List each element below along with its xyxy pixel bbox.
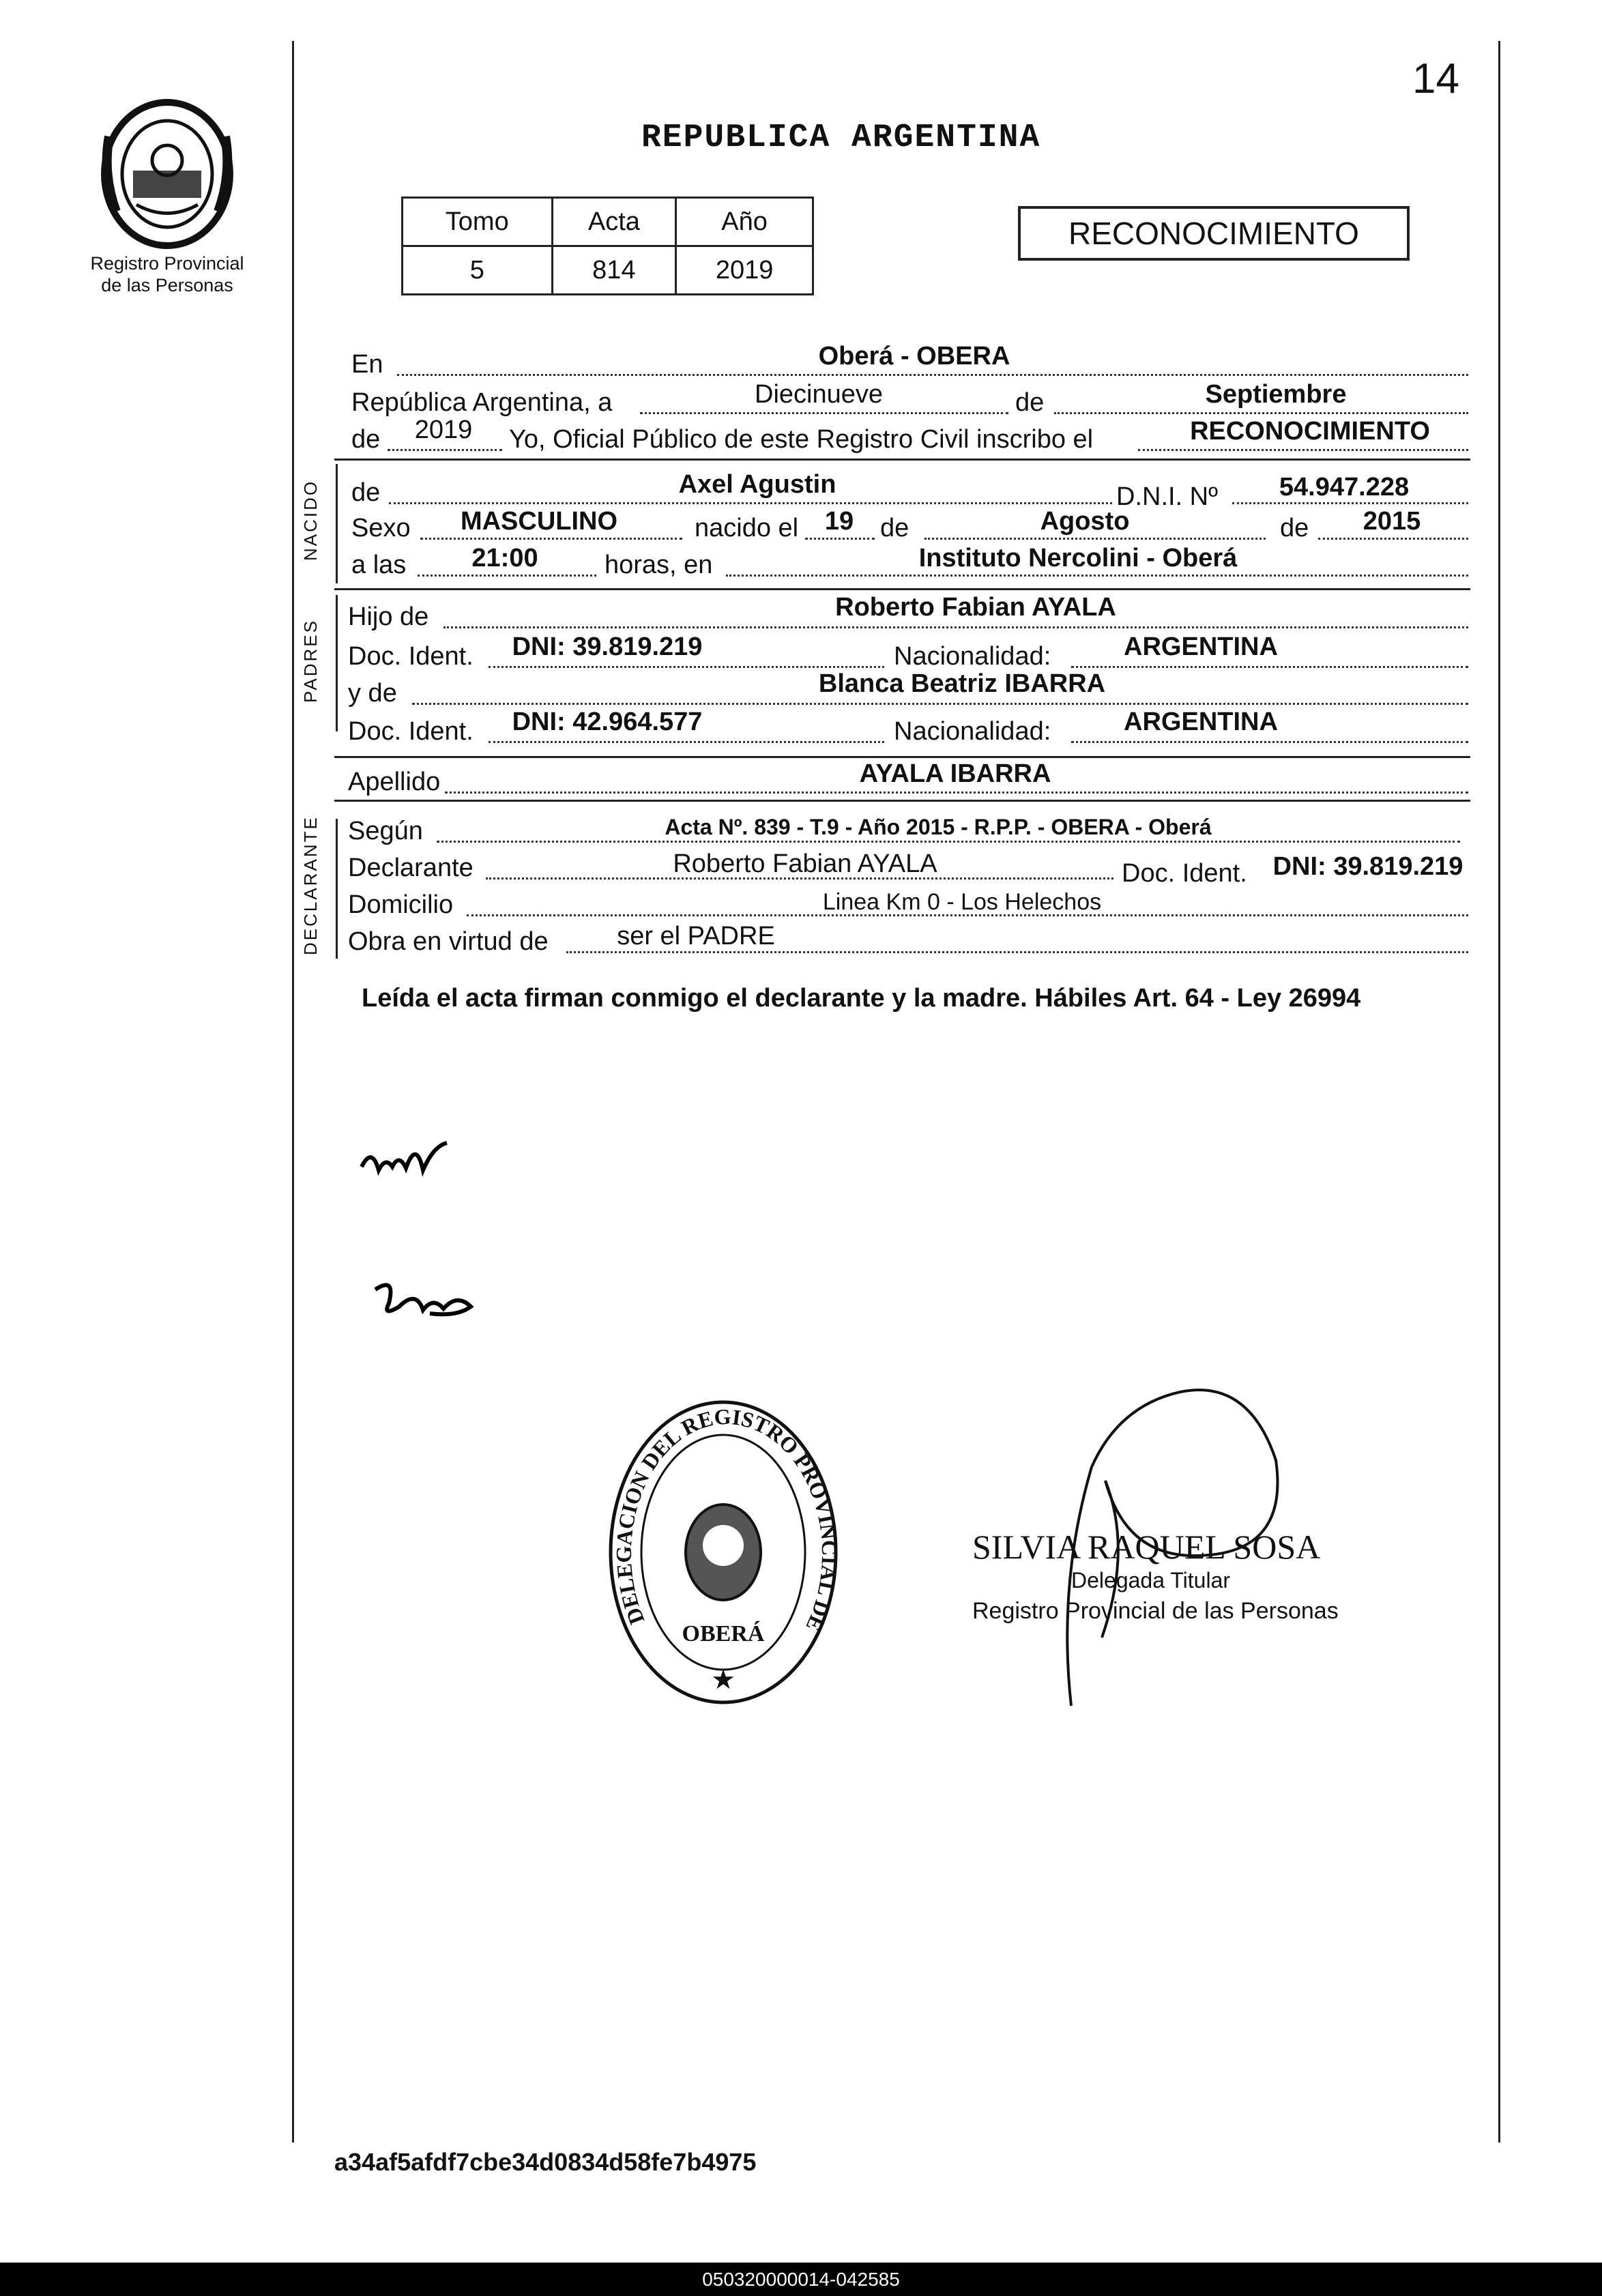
mother-nat-line: [1071, 741, 1468, 743]
document-hash: a34af5afdf7cbe34d0834d58fe7b4975: [334, 2148, 757, 2176]
nacido-de-label-3: de: [1280, 514, 1309, 542]
obra-label: Obra en virtud de: [348, 927, 549, 956]
record-table-header-row: [403, 198, 813, 246]
mother-doc-label: Doc. Ident.: [348, 717, 474, 746]
mother-doc-line: [489, 741, 884, 743]
birth-month-line: [924, 538, 1266, 540]
header-act: RECONOCIMIENTO: [1190, 417, 1430, 446]
father-name: Roberto Fabian AYALA: [835, 593, 1116, 622]
time-line: [418, 575, 596, 577]
de-label-2: de: [351, 425, 381, 454]
registry-stamp: [604, 1395, 843, 1709]
birth-year-line: [1318, 538, 1468, 540]
month-line: [1054, 412, 1468, 414]
header-day: Diecinueve: [755, 380, 883, 409]
header-year: 2019: [414, 416, 473, 444]
nacido-time: 21:00: [471, 544, 538, 572]
father-nat: ARGENTINA: [1124, 633, 1278, 661]
record-header-tomo: Tomo: [403, 198, 553, 246]
day-line: [640, 412, 1008, 414]
separator-apellido: [334, 756, 1470, 758]
domicilio-value: Linea Km 0 - Los Helechos: [822, 889, 1102, 915]
nacido-bracket: [336, 464, 338, 583]
act-type-box: RECONOCIMIENTO: [1018, 206, 1410, 261]
dni-line: [1232, 502, 1468, 504]
declarante-bracket: [336, 819, 338, 959]
apellido-label: Apellido: [348, 768, 441, 796]
mother-line: [412, 703, 1468, 705]
registry-caption-line2: de las Personas: [101, 275, 233, 295]
registry-caption-line1: Registro Provincial: [90, 253, 244, 274]
left-margin-line: [292, 41, 294, 2142]
mother-doc: DNI: 42.964.577: [512, 708, 703, 736]
record-value-acta: 814: [552, 246, 676, 295]
hijo-label: Hijo de: [348, 602, 429, 631]
statement-text: Yo, Oficial Público de este Registro Civil inscribo el: [509, 425, 1094, 454]
place-line: [397, 374, 1468, 376]
separator-nacido: [334, 459, 1470, 461]
father-nat-line: [1071, 666, 1468, 668]
birth-place-line: [726, 575, 1468, 577]
declarante-signature: [358, 1133, 474, 1191]
horas-label: horas, en: [605, 551, 713, 579]
padres-bracket: [336, 595, 338, 731]
nacido-sexo: MASCULINO: [460, 507, 618, 536]
document-title: REPUBLICA ARGENTINA: [641, 119, 1041, 156]
obra-value: ser el PADRE: [617, 922, 775, 950]
nacido-dni: 54.947.228: [1279, 473, 1410, 502]
record-table: [401, 197, 814, 295]
father-doc: DNI: 39.819.219: [512, 633, 703, 661]
separator-declarante: [334, 800, 1470, 802]
registry-caption: [68, 252, 266, 296]
sexo-line: [420, 538, 682, 540]
nacido-de-label-2: de: [880, 514, 909, 542]
declarante-label: Declarante: [348, 854, 474, 882]
stamp-inner-text: OBERÁ: [682, 1621, 765, 1646]
father-doc-line: [489, 666, 884, 668]
record-value-tomo: 5: [403, 246, 553, 295]
padres-section-label: PADRES: [300, 619, 321, 703]
obra-line: [566, 951, 1468, 953]
declarante-section-label: DECLARANTE: [300, 815, 321, 955]
father-nat-label: Nacionalidad:: [894, 642, 1051, 671]
sexo-label: Sexo: [351, 514, 411, 542]
declarante-doc: DNI: 39.819.219: [1272, 852, 1463, 881]
apellido-line: [445, 791, 1468, 794]
right-margin-line: [1498, 41, 1500, 2142]
closing-text: Leída el acta firman conmigo el declarante y la madre. Hábiles Art. 64 - Ley 26994: [362, 984, 1361, 1013]
en-label: En: [351, 350, 383, 379]
header-place: Oberá - OBERA: [818, 342, 1010, 370]
a-las-label: a las: [351, 551, 407, 579]
mother-nat: ARGENTINA: [1124, 708, 1278, 736]
record-table-value-row: [403, 246, 813, 295]
father-doc-label: Doc. Ident.: [348, 642, 474, 671]
nacido-name: Axel Agustin: [678, 470, 836, 499]
domicilio-label: Domicilio: [348, 890, 454, 919]
official-name: SILVIA RAQUEL SOSA: [972, 1528, 1321, 1566]
mother-signature: [368, 1276, 478, 1327]
dni-label: D.N.I. Nº: [1116, 482, 1218, 511]
nacido-month: Agosto: [1040, 507, 1130, 536]
record-header-acta: Acta: [552, 198, 676, 246]
act-line: [1138, 449, 1468, 451]
nacido-year: 2015: [1363, 507, 1421, 536]
birth-day-line: [805, 538, 875, 540]
father-line: [443, 626, 1468, 628]
nacido-place: Instituto Nercolini - Oberá: [918, 544, 1238, 572]
page-number: 14: [1412, 55, 1459, 102]
record-header-ano: Año: [676, 198, 813, 246]
mother-name: Blanca Beatriz IBARRA: [818, 669, 1106, 698]
footer-code: 050320000014-042585: [702, 2269, 900, 2290]
nacido-de-label: de: [351, 478, 381, 507]
nacido-section-label: NACIDO: [300, 479, 321, 561]
yde-label: y de: [348, 679, 397, 708]
apellido-value: AYALA IBARRA: [859, 759, 1051, 788]
nacido-el-label: nacido el: [695, 514, 799, 542]
mother-nat-label: Nacionalidad:: [894, 717, 1051, 746]
separator-padres: [334, 588, 1470, 590]
republic-label: República Argentina, a: [351, 388, 613, 417]
stamp-outer-text: DELEGACION DEL REGISTRO PROVINCIAL DE: [611, 1404, 843, 1636]
de-label-1: de: [1015, 388, 1045, 417]
official-office: Registro Provincial de las Personas: [972, 1598, 1339, 1624]
name-line: [389, 502, 1112, 504]
footer-bar: [0, 2263, 1602, 2296]
segun-value: Acta Nº. 839 - T.9 - Año 2015 - R.P.P. - OBERA - Oberá: [665, 815, 1212, 839]
segun-label: Según: [348, 817, 423, 845]
header-month: Septiembre: [1205, 380, 1347, 409]
official-role: Delegada Titular: [1071, 1568, 1231, 1593]
year-line: [388, 449, 502, 451]
nacido-day: 19: [824, 507, 854, 536]
misiones-logo: [96, 96, 239, 252]
declarante-name: Roberto Fabian AYALA: [673, 849, 937, 878]
record-value-ano: 2019: [676, 246, 813, 295]
svg-text:★: ★: [711, 1665, 736, 1695]
declarante-doc-label: Doc. Ident.: [1122, 859, 1247, 888]
